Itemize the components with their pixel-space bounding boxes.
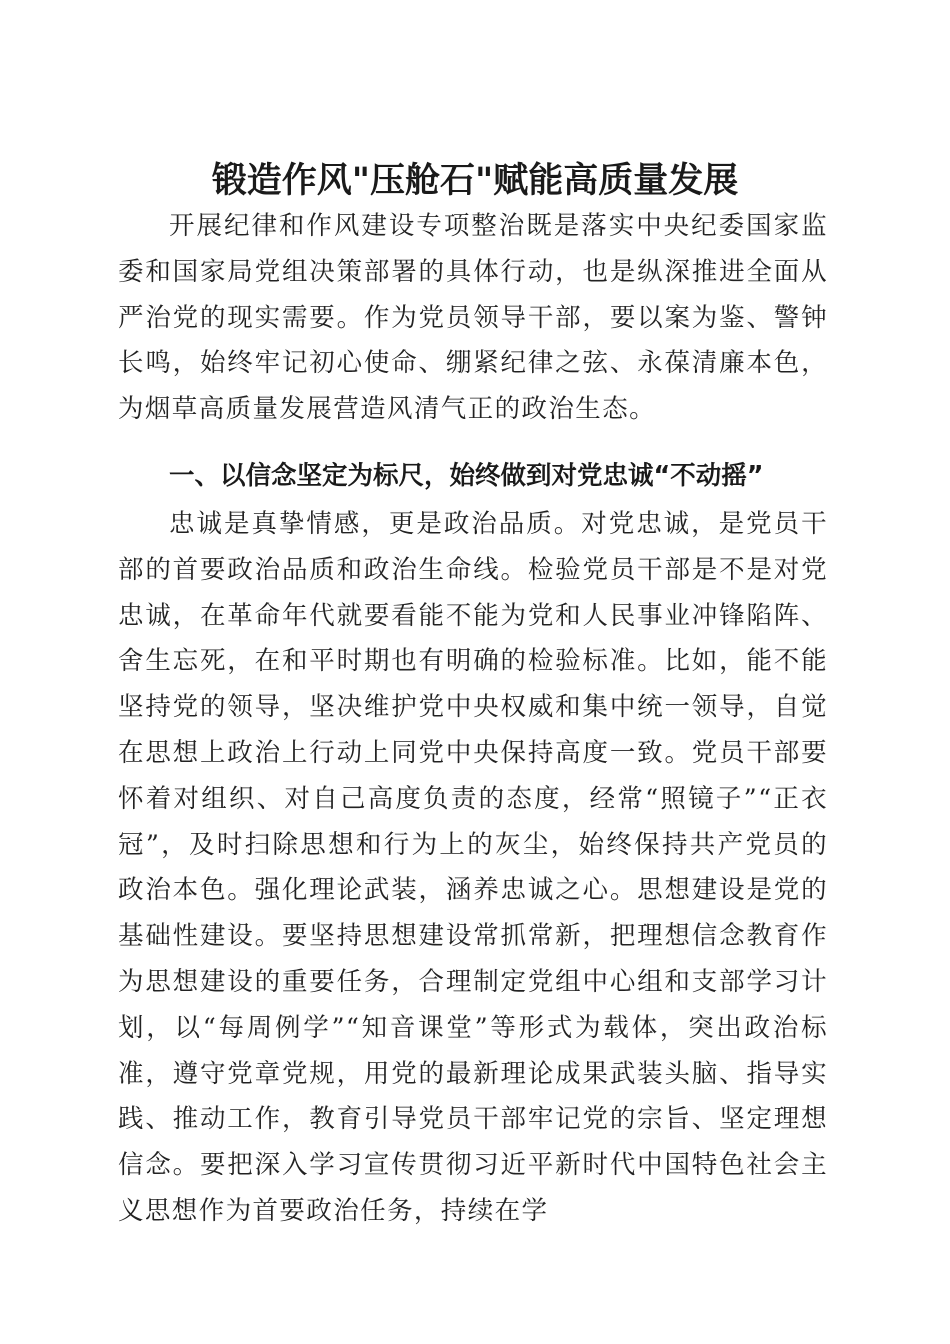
- section-heading: 一、以信念坚定为标尺，始终做到对党忠诚“不动摇”: [169, 461, 764, 491]
- document-title: 锻造作风"压舱石"赋能高质量发展: [211, 160, 739, 202]
- section-paragraph: 忠诚是真挚情感，更是政治品质。对党忠诚，是党员干部的首要政治品质和政治生命线。检验党员干部是不是对党忠诚，在革命年代就要看能不能为党和人民事业冲锋陷阵、舍生忘死，在和平时期也有明确的检验标准。比如，能不能坚持党的领导，坚决维护党中央权威和集中统一领导，自觉在思想上政治上行动上同党中央保持高度一致。党员干部要怀着对组织、对自己高度负责的态度，经常“照镜子”“正衣冠”，及时扫除思想和行为上的灰尘，始终保持共产党员的政治本色。强化理论武装，涵养忠诚之心。思想建设是党的基础性建设。要坚持思想建设常抓常新，把理想信念教育作为思想建设的重要任务，合理制定党组中心组和支部学习计划，以“每周例学”“知音课堂”等形式为载体，突出政治标准，遵守党章党规，用党的最新理论成果武装头脑、指导实践、推动工作，教育引导党员干部牢记党的宗旨、坚定理想信念。要把深入学习宣传贯彻习近平新时代中国特色社会主义思想作为首要政治任务，持续在学: [118, 509, 828, 1226]
- intro-paragraph: 开展纪律和作风建设专项整治既是落实中央纪委国家监委和国家局党组决策部署的具体行动，也是纵深推进全面从严治党的现实需要。作为党员领导干部，要以案为鉴、警钟长鸣，始终牢记初心使命、绷紧纪律之弦、永葆清廉本色，为烟草高质量发展营造风清气正的政治生态。: [118, 211, 828, 425]
